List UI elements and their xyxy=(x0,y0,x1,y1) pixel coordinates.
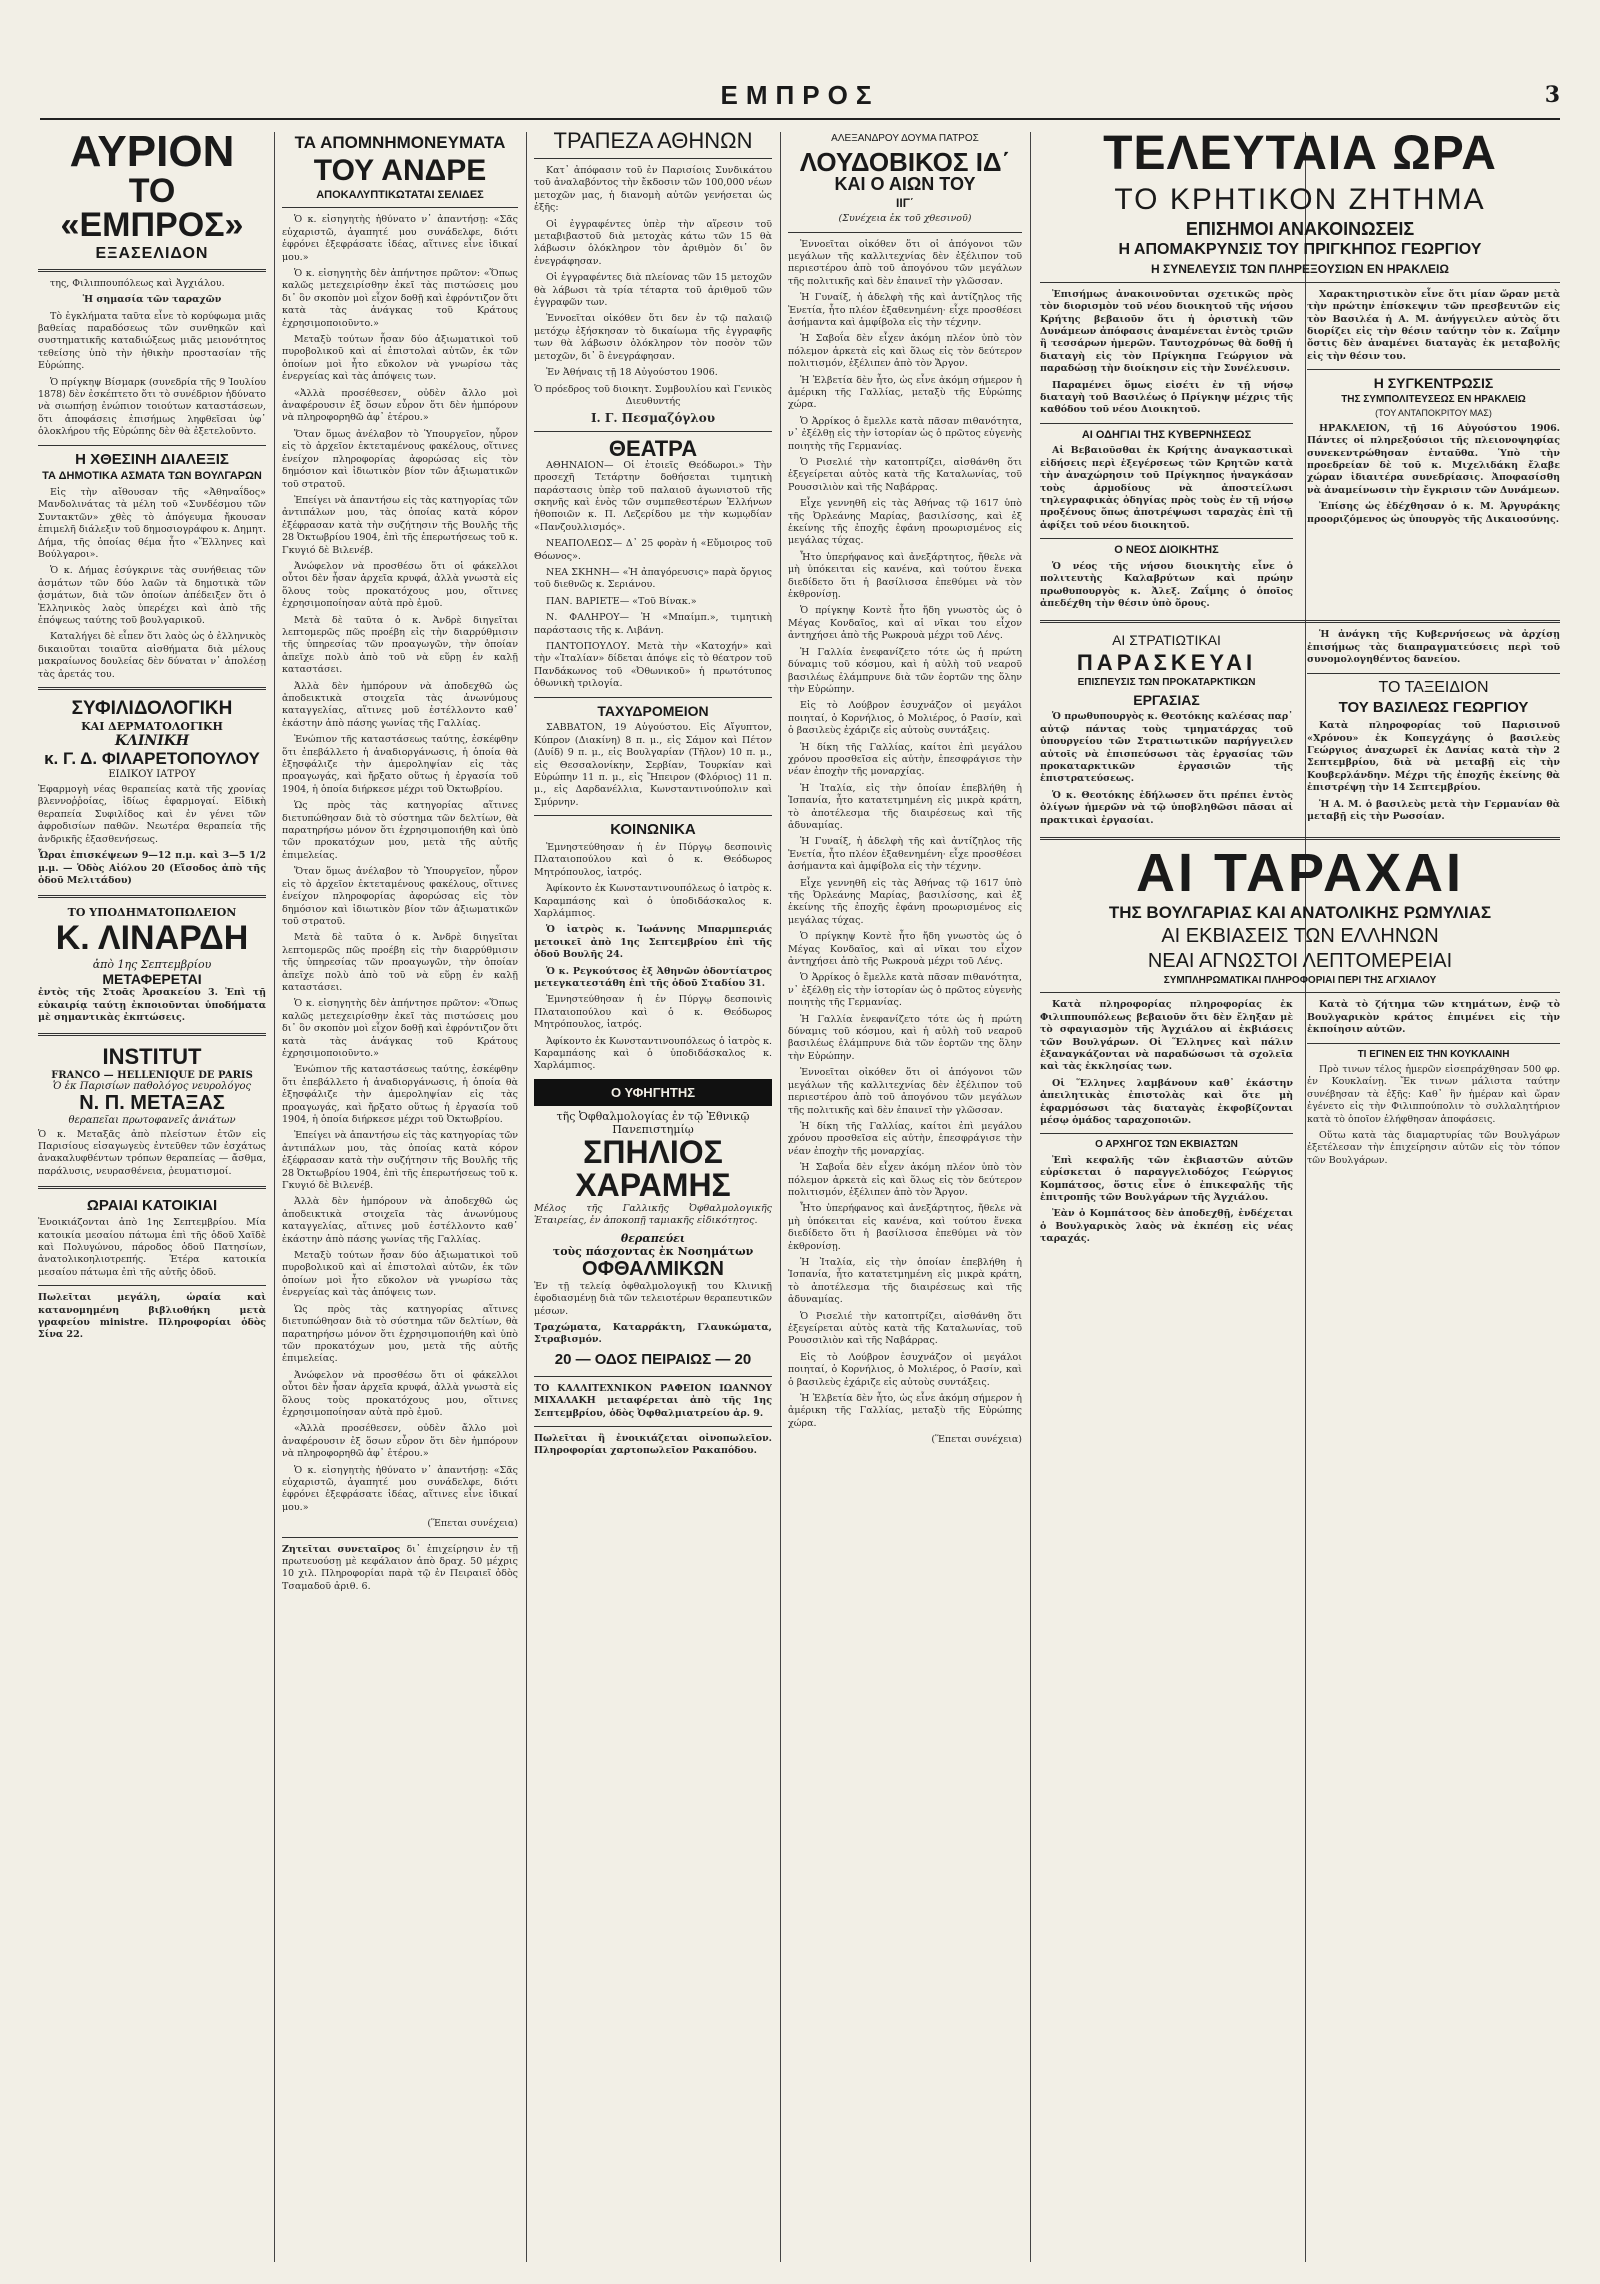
ad-text: Ἐν τῇ τελείᾳ ὀφθαλμολογικῇ του Κλινικῇ ἐφοδιασμένῃ διὰ τῶν τελειοτέρων θεραπευτικῶν μέσων. xyxy=(534,1280,772,1317)
section-subheadline: ΕΡΓΑΣΙΑΣ xyxy=(1133,691,1200,708)
subcolumn-left xyxy=(1040,999,1293,1249)
masthead-rule xyxy=(40,118,1560,120)
article-text: Ὅταν ὅμως ἀνέλαβον τὸ Ὑπουργεῖον, ηὗρον εἰς τὸ ἀρχεῖον ἐκτεταμένους φακέλους, οἵτινες ἐνείχον πληροφορίας ἀφορώσας εἰς τὸν δημόσιον καὶ ἰδιωτικὸν βίον τῶν ἀξιωματικῶν τοῦ στρατοῦ. xyxy=(282,428,518,490)
ad-address: 20 — ΟΔΟΣ ΠΕΙΡΑΙΩΣ — 20 xyxy=(554,1350,752,1368)
ad-role: ΕΙΔΙΚΟΥ ΙΑΤΡΟΥ xyxy=(108,769,196,781)
article-text: Εἶχε γεννηθῆ εἰς τὰς Ἀθήνας τῷ 1617 ὑπὸ τῆς Ὀρλεάνης Μαρίας, βασιλίσσης, καὶ ἐξ ἐκείνης τῆς ἐποχῆς ἐφάνη προωρισμένος εἰς μεγάλας τύχας. xyxy=(788,877,1022,926)
troubles-headline: ΑΙ ΤΑΡΑΧΑΙ xyxy=(1135,842,1464,903)
article-text: Ἦτο ὑπερήφανος καὶ ἀνεξάρτητος, ἤθελε νὰ μὴ ὑπόκειται εἰς κανένα, καὶ τούτου ἕνεκα διεδίδετο ὅτι ἡ βασίλισσα ἐπεθύμει νὰ τὸν ἐκθρονίσῃ. xyxy=(788,551,1022,601)
divider xyxy=(534,1426,772,1427)
divider xyxy=(534,431,772,432)
subcolumn-left xyxy=(1040,289,1293,615)
section-subheadline: ΣΥΜΠΛΗΡΩΜΑΤΙΚΑΙ ΠΛΗΡΟΦΟΡΙΑΙ ΠΕΡΙ ΤΗΣ ΑΓΧΙΑΛΟΥ xyxy=(1163,974,1437,986)
ad-hours: Ὧραι ἐπισκέψεων 9—12 π.μ. καὶ 3—5 1/2 μ.μ. — Ὁδὸς Αἰόλου 20 (Εἴσοδος ἀπὸ τῆς ὁδοῦ Μελιτάδου) xyxy=(38,850,266,886)
divider xyxy=(1040,423,1293,424)
article-text: Χαρακτηριστικὸν εἶνε ὅτι μίαν ὥραν μετὰ τὴν πρώτην ἐπίσκεψιν τῶν πρεσβευτῶν εἰς τὸν Βασιλέα ἡ Α. Μ. ἀνήγγειλεν αὐτὸς ὅτι διορίζει εἰς τὴν θέσιν ταύτην τὸν κ. Ζαΐμην ὅστις δὲν ἀναμένει διαταγὰς ἐκ μεταβολῆς εἰς τὴν θέσιν του. xyxy=(1307,288,1560,362)
article-text: «Ἀλλὰ προσέθεσεν, οὐδὲν ἄλλο μοὶ ἀναφέρουσιν ἐξ ὅσων εὗρον ὅτι δὲν ἠμπόρουν νὰ πληροφορηθῶ ἀφ᾽ ἑτέρου.» xyxy=(282,387,518,424)
article-text: Ἐννοεῖται οἰκόθεν ὅτι οἱ ἀπόγονοι τῶν μεγάλων τῆς καλλιτεχνίας δὲν ἐξέλιπον τοῦ περιεστέρου ἀπὸ τοῦ ἀπογόνου τῶν μεγάλων τῆς πολιτικῆς καὶ δὲν ἐπαινεῖ τὴν γλῶσσαν. xyxy=(788,1067,1022,1116)
article-text: Ὁ κ. Θεοτόκης ἐδήλωσεν ὅτι πρέπει ἐντὸς ὀλίγων ἡμερῶν νὰ τῷ ὑποβληθῶσι πᾶσαι αἱ πρακτικαὶ ἐργασίαι. xyxy=(1040,789,1293,826)
article-text: Πρὸ τινων τέλος ἡμερῶν εἰσεπράχθησαν 500 φρ. ἐν Κουκλαίνῃ. Ἔκ τινων μάλιστα ταύτην συνέβησαν τὰ ἑξῆς: Καθ᾽ ἣν ἡμέραν καὶ ὥραν ἐγένετο εἰς τὴν Φιλιππούπολιν τὸ συλλαλητήριον κατὰ τὸ ὁποῖον ἐλήφθησαν ἀποφάσεις. xyxy=(1307,1064,1560,1125)
article-text: Παραμένει ὅμως εἰσέτι ἐν τῇ νήσῳ διαταγὴ τοῦ Βασιλέως ὁ Πρίγκηψ μέχρις τῆς καθόδου τοῦ νέου Διοικητοῦ. xyxy=(1040,379,1293,416)
lecture-subheadline: ΤΑ ΔΗΜΟΤΙΚΑ ΑΣΜΑΤΑ ΤΩΝ ΒΟΥΛΓΑΡΩΝ xyxy=(42,470,262,483)
divider xyxy=(1040,538,1293,539)
divider xyxy=(1040,1133,1293,1134)
article-text: Ἐννοεῖται οἰκόθεν ὅτι οἱ ἀπόγονοι τῶν μεγάλων τῆς καλλιτεχνίας δὲν ἐξέλιπον τοῦ περιεστέρου ἀπὸ τοῦ ἀπογόνου τῶν μεγάλων τῆς πολιτικῆς καὶ δὲν ἐπαινεῖ τὴν γλῶσσαν. xyxy=(788,238,1022,287)
divider xyxy=(282,207,518,208)
article-text: Ἡ Γυναίξ, ἡ ἀδελφὴ τῆς καὶ ἀντίζηλος τῆς Ἐνετία, ἦτο πλέον ἐξαθενημένη· εἶχε προσθέσει ἀσήμαντα καὶ ἀμφίβολα εἰς τὴν τέχνην. xyxy=(788,292,1022,328)
article-text: ΗΡΑΚΛΕΙΟΝ, τῇ 16 Αὐγούστου 1906. Πάντες οἱ πληρεξούσιοι τῆς πλειονοψηφίας συνεκεντρώθησαν ἐνταῦθα. Ὑπὸ τὴν προεδρείαν δὲ τοῦ κ. Μιχελιδάκη ἔλαβε χώραν ἰδιαιτέρα συνεδρίασις. Ἀποφασίσθη νὰ ἀναμείνωσιν τὴν ἔγκρισιν τῶν Δυνάμεων. xyxy=(1307,422,1560,496)
details-headline: ΝΕΑΙ ΑΓΝΩΣΤΟΙ ΛΕΠΤΟΜΕΡΕΙΑΙ xyxy=(1147,949,1453,972)
ad-subtitle: FRANCO — HELLENIQUE DE PARIS xyxy=(51,1069,253,1081)
residences-advert xyxy=(38,1197,266,1342)
ad-text: Ἐφαρμογὴ νέας θεραπείας κατὰ τῆς χρονίας βλεννοῤῥοίας, ἰδίως ἐφαρμογαί. Εἰδικὴ θεραπεία Συφιλίδος καὶ ἐν γένει τῶν ἀφροδισίων παθῶν. Νεωτέρα θεραπεία τῆς ἀνδρικῆς ἐξασθενήσεως. xyxy=(38,784,266,845)
serial-part: ΙΙΓ΄ xyxy=(896,195,914,210)
ad-title: ΣΥΦΙΛΙΔΟΛΟΓΙΚΗ xyxy=(71,698,233,720)
article-text: Μετὰ δὲ ταῦτα ὁ κ. Ἀνδρὲ διηγεῖται λεπτομερῶς πῶς προέβη εἰς τὴν διαρρύθμισιν τῆς ὑπηρεσίας τῶν προαγωγῶν, τὴν ὁποίαν ἀπεῖχε πολὺ ἀπὸ τοῦ νὰ εὕρῃ ἐν καλῇ καταστάσει. xyxy=(282,614,518,676)
article-text: Κατ᾽ ἀπόφασιν τοῦ ἐν Παρισίοις Συνδικάτου τοῦ ἀναλαβόντος τὴν ἔκδοσιν τῶν 100,000 νέων μετοχῶν μας, ἡ διανομὴ αὐτῶν γενήσεται ὡς ἑξῆς: xyxy=(534,165,772,214)
prince-removal-headline: Η ΑΠΟΜΑΚΡΥΝΣΙΣ ΤΟΥ ΠΡΙΓΚΗΠΟΣ ΓΕΩΡΓΙΟΥ xyxy=(1118,241,1482,259)
subcolumn-left xyxy=(1040,629,1293,831)
ad-text: Ἐνοικιάζονται ἀπὸ 1ης Σεπτεμβρίου. Μία κατοικία μεσαίου πάτωμα ἐπὶ τῆς ὁδοῦ Χαϊδὲ καὶ Πολυγώνου, πάροδος ὁδοῦ Πατησίων, ἀνατολικοηλιοτρεπής. Ἑτέρα κατοικία μεσαίου πάτωμα ἐπὶ τῆς αὐτῆς ὁδοῦ. xyxy=(38,1217,266,1278)
last-hour-headline: ΤΕΛΕΥΤΑΙΑ ΩΡΑ xyxy=(1103,130,1497,180)
ad-subtitle: ΚΛΙΝΙΚΗ xyxy=(114,733,190,750)
article-text: Ἡ Ἑλβετία δὲν ἦτο, ὡς εἶνε ἀκόμη σήμερον ἡ ἀμέρικη τῆς Γαλλίας, μεταξὺ τῆς Εὐρώπης χώρα. xyxy=(788,374,1022,411)
cretan-question-headline: ΤΟ ΚΡΗΤΙΚΟΝ ΖΗΤΗΜΑ xyxy=(1114,183,1486,216)
article-text: Κατὰ πληροφορίας πληροφορίας ἐκ Φιλιππουπόλεως βεβαιοῦν ὅτι δὲν ἔληξαν μὲ τὸ σφαγιασμὸν τῆς Ἀγχιάλου αἱ ἐκβιάσεις τῶν Βουλγάρων. Οἱ Ἕλληνες καὶ πάλιν ἐξαναγκάζονται νὰ παραδώσωσι τὰ σχολεῖα καὶ τὰς ἐκκλησίας των. xyxy=(1040,999,1293,1073)
article-text: Ἐπείγει νὰ ἀπαντήσω εἰς τὰς κατηγορίας τῶν ἀντιπάλων μου, τὰς ὁποίας κατὰ κόρον ἐξέφρασαν κατὰ τὴν συζήτησιν τῆς Βουλῆς τῆς 28 Ὀκτωβρίου 1904, ἐπὶ τῆς ἐπερωτήσεως τοῦ κ. Γκυγιό δὲ Βιλενέβ. xyxy=(282,494,518,556)
article-text: Ὁ κ. εἰσηγητὴς δὲν ἀπήντησε πρῶτον: «Ὅπως καλῶς μετεχειρίσθην ἐκεῖ τὰς πιστώσεις μου δι᾽ ὃν σκοπὸν μοὶ εἶχον δοθῇ καὶ ἐφρόντιζον ὅτι κατὰ τὰς ἀνάγκας τοῦ Κράτους ἐχρησιμοποιοῦντο.» xyxy=(282,998,518,1059)
divider xyxy=(38,1033,266,1036)
ad-text: ΤΟ ΚΑΛΛΙΤΕΧΝΙΚΟΝ ΡΑΦΕΙΟΝ ΙΩΑΝΝΟΥ ΜΙΧΑΛΑΚΗ μεταφέρεται ἀπὸ τῆς 1ης Σεπτεμβρίου, ὁδὸς Ὀφθαλμιατρείου ἀρ. 9. xyxy=(534,1382,772,1419)
journey-headline: ΤΟ ΤΑΞΕΙΔΙΟΝ xyxy=(1378,678,1489,696)
article-text: Κατὰ πληροφορίας τοῦ Παρισινοῦ «Χρόνου» ἐκ Κοπεγχάγης ὁ βασιλεὺς Γεώργιος ἀναχωρεῖ ἐκ Δανίας κατὰ τὴν 2 Σεπτεμβρίου, διὰ νὰ μεταβῇ εἰς τὴν Κουβερλάνδην. Μέχρι τῆς ἐποχῆς ἐκείνης θὰ ἐπιστρέψῃ τὴν 14 Σεπτεμβρίου. xyxy=(1307,720,1560,794)
two-column-block xyxy=(1040,629,1560,831)
article-text: Ἡ δίκη τῆς Γαλλίας, καίτοι ἐπὶ μεγάλου χρόνου προσθεῖσα εἰς αὐτὴν, ἐπεσφράγισε τὴν νέαν ἐποχὴν τῆς μοναρχίας. xyxy=(788,1120,1022,1157)
column-4 xyxy=(788,130,1022,2270)
article-text: Ἡ Σαβοΐα δὲν εἶχεν ἀκόμη πλέον ὑπὸ τὸν πόλεμον ἀρκετὰ εἰς καὶ ὅλως εἰς τὸν δεύτερον πολιτισμόν, ἐξέλιπεν ἀπὸ τὸν Ἄργον. xyxy=(788,333,1022,370)
ad-specialty: ΟΦΘΑΛΜΙΚΩΝ xyxy=(582,1257,724,1280)
institute-advert xyxy=(38,1044,266,1179)
divider xyxy=(1040,620,1560,623)
article-text: Ὁ κ. εἰσηγητὴς ἠθύνατο ν᾽ ἀπαντήσῃ: «Σᾶς εὐχαριστῶ, ἀγαπητέ μου συνάδελφε, διότι ἐφρόνει ἐξεφράσατε ἰδέας, αἵτινες εἶνε ἰδικαί μου.» xyxy=(282,214,518,263)
section-subheadline: ΕΠΙΣΠΕΥΣΙΣ ΤΩΝ ΠΡΟΚΑΤΑΡΚΤΙΚΩΝ xyxy=(1077,677,1256,689)
article-text: Ἡ Γαλλία ἐνεφανίζετο τότε ὡς ἡ πρώτη δύναμις τοῦ κόσμου, καὶ ἡ αὐλὴ τοῦ νεαροῦ βασιλέως ἐλάμπρυνε διὰ τῶν ἑορτῶν της ὅλην τὴν Εὐρώπην. xyxy=(788,1013,1022,1062)
ad-title: Ζητεῖται συνεταῖρος xyxy=(282,1543,401,1555)
article-text: της, Φιλιππουπόλεως καὶ Ἀγχιάλου. xyxy=(50,277,225,289)
divider xyxy=(38,895,266,898)
shoe-shop-advert xyxy=(38,906,266,1024)
article-text: Ἡ Γαλλία ἐνεφανίζετο τότε ὡς ἡ πρώτη δύναμις τοῦ κόσμου, καὶ ἡ αὐλὴ τοῦ νεαροῦ βασιλέως ἐλάμπρυνε διὰ τῶν ἑορτῶν της ὅλην τὴν Εὐρώπην. xyxy=(788,646,1022,695)
section-headline: ΤΙ ΕΓΙΝΕΝ ΕΙΣ ΤΗΝ ΚΟΥΚΛΑΙΝΗ xyxy=(1357,1048,1510,1060)
article-text: Ὁ Ἀρρίκος ὁ ἔμελλε κατὰ πᾶσαν πιθανότητα, ν᾽ ἐξέλθῃ εἰς τὴν ἱστορίαν ὡς ὁ πρῶτος εὐγενὴς ποιητὴς τῆς Γερμανίας. xyxy=(788,415,1022,452)
continued-note: (Συνέχεια ἐκ τοῦ χθεσινοῦ) xyxy=(838,213,972,225)
article-text: Ἐνώπιον τῆς καταστάσεως ταύτης, ἐσκέφθην ὅτι ἐπεβάλλετο ἡ ἀναδιοργάνωσις, ἡ ὁποία θὰ ἐξησφάλιζε τὴν ἀμεροληψίαν εἰς τὰς προαγωγάς, καὶ ἤρξατο οὕτως ἡ ἐργασία τοῦ 1904, ἡ ὁποία διήρκεσε μέχρι τοῦ Ὀκτωβρίου. xyxy=(282,734,518,795)
andre-headline: ΤΟΥ ΑΝΔΡΕ xyxy=(313,153,487,187)
military-headline: ΑΙ ΣΤΡΑΤΙΩΤΙΚΑΙ xyxy=(1112,632,1221,649)
theatre-listing: ΑΘΗΝΑΙΟΝ— Οἱ ἐτοιεῖς Θεόδωροι.» Τὴν προσεχῆ Τετάρτην δοθήσεται τιμητικὴ παράστασις ὑπὲρ τοῦ παλαιοῦ ἀγωνιστοῦ τῆς σκηνῆς καὶ ἑνὸς τῶν συμπεθεστέρων Ἑλλήνων ἠθοποιῶν κ. Π. Λεζερίδου με τὴν κωμῳδίαν «Πανζουλλισμός». xyxy=(534,459,772,533)
memoirs-headline: ΤΑ ΑΠΟΜΝΗΜΟΝΕΥΜΑΤΑ xyxy=(294,133,506,152)
article-text: Οὕτω κατὰ τὰς διαμαρτυρίας τῶν Βουλγάρων ἐξετέλεσαν τὴν ἐπιχείρησιν αὐτῶν εἰς τὸν τόπον τῶν Βουλγάρων. xyxy=(1307,1130,1560,1166)
newspaper-title: ΕΜΠΡΟΣ xyxy=(720,80,880,110)
post-office-headline: ΤΑΧΥΔΡΟΜΕΙΟΝ xyxy=(597,702,709,719)
article-text: Ἡ Σαβοΐα δὲν εἶχεν ἀκόμη πλέον ὑπὸ τὸν πόλεμον ἀρκετὰ εἰς καὶ ὅλως εἰς τὸν δεύτερον πολιτισμόν, ἐξέλιπεν ἀπὸ τὸν Ἄργον. xyxy=(788,1162,1022,1198)
article-text: Ὅταν ὅμως ἀνέλαβον τὸ Ὑπουργεῖον, ηὗρον εἰς τὸ ἀρχεῖον ἐκτεταμένους φακέλους, οἵτινες ἐνείχον πληροφορίας ἀφορώσας εἰς τὸν δημόσιον καὶ ἰδιωτικὸν βίον τῶν ἀξιωματικῶν τοῦ στρατοῦ. xyxy=(282,866,518,927)
divider xyxy=(534,815,772,816)
article-text: Κατὰ τὸ ζήτημα τῶν κτημάτων, ἐνῷ τὸ Βουλγαρικὸν κράτος ἐπιμένει εἰς τὴν ἐκποίησιν αὐτῶν. xyxy=(1307,999,1560,1036)
memoirs-subheadline: ΑΠΟΚΑΛΥΠΤΙΚΩΤΑΤΑΙ ΣΕΛΙΔΕΣ xyxy=(316,188,484,201)
subcolumn-right xyxy=(1307,999,1560,1249)
article-text: Καταλήγει δὲ εἶπεν ὅτι λαὸς ὡς ὁ ἑλληνικὸς δικαιοῦται τοιαῦτα αἰσθήματα διὰ μέλους μακραίωνος δουλείας δὲν δύναται ν᾽ ἀπολέσῃ τὰς ἀρετάς του. xyxy=(38,631,266,680)
article-text: Ἐπείγει νὰ ἀπαντήσω εἰς τὰς κατηγορίας τῶν ἀντιπάλων μου, τὰς ὁποίας κατὰ κόρον ἐξέφρασαν κατὰ τὴν συζήτησιν τῆς Βουλῆς τῆς 28 Ὀκτωβρίου 1904, ἐπὶ τῆς ἐπερωτήσεως τοῦ κ. Γκυγιό δὲ Βιλενέβ. xyxy=(282,1130,518,1192)
continued-note: (Ἕπεται συνέχεια) xyxy=(427,1518,518,1530)
ad-subtitle: ΚΑΙ ΔΕΡΜΑΤΟΛΟΓΙΚΗ xyxy=(81,720,223,734)
continued-note: (Ἕπεται συνέχεια) xyxy=(931,1434,1022,1446)
theatre-listing: ΝΕΑΠΟΛΕΩΣ— Δ᾽ 25 φορὰν ἡ «Εὔμοιρος τοῦ Θόωνος». xyxy=(534,538,772,562)
article-text: Ἦτο ὑπερήφανος καὶ ἀνεξάρτητος, ἤθελε νὰ μὴ ὑπόκειται εἰς κανένα, καὶ τούτου ἕνεκα διεδίδετο ὅτι ἡ βασίλισσα ἐπεθύμει νὰ τὸν ἐκθρονίσῃ. xyxy=(788,1203,1022,1252)
society-news: Ὁ ἰατρὸς κ. Ἰωάννης Μπαρμπεριάς μετοικεῖ ἀπὸ 1ης Σεπτεμβρίου ἐπὶ τῆς ὁδοῦ Βουλῆς 24. xyxy=(534,924,772,961)
article-text: Ἡ Ἰταλία, εἰς τὴν ὁποίαν ἐπεβλήθη ἡ Ἱσπανία, ἦτο κατατετμημένη εἰς μικρὰ κράτη, τὸ ἀποτέλεσμα τῆς διαιρέσεως καὶ τῆς ἀδυναμίας. xyxy=(788,782,1022,831)
masthead xyxy=(40,80,1560,120)
ad-text: Μέλος τῆς Γαλλικῆς Ὀφθαλμολογικῆς Ἑταιρείας, ἐν ἀποκοπῇ ταμιακῆς εἰδικότητος. xyxy=(534,1203,772,1227)
theatre-listing: ΠΑΝΤΟΠΟΥΛΟΥ. Μετὰ τὴν «Κατοχήν» καὶ τὴν «Ἰταλίαν» δίδεται ἀπόψε εἰς τὸ θέατρον τοῦ Πανδάκωνος τοῦ «Ὀθωνικοῦ» ἡ πρωτότυπος ὀθωνικὴ τριλογία. xyxy=(534,641,772,690)
article-text: Ἐὰν ὁ Κομπάτσος δὲν ἀποδεχθῇ, ἐνδέχεται ὁ Βουλγαρικὸς λαὸς νὰ ἐκπέσῃ εἰς νέας ταραχάς. xyxy=(1040,1208,1293,1245)
correspondent-note: (ΤΟΥ ΑΝΤΑΠΟΚΡΙΤΟΥ ΜΑΣ) xyxy=(1375,408,1492,419)
ad-doctor-name: ΣΠΗΛΙΟΣ ΧΑΡΑΜΗΣ xyxy=(575,1133,731,1204)
ophthalmologist-advert xyxy=(534,1110,772,1368)
article-text: Ἀνώφελον νὰ προσθέσω ὅτι οἱ φάκελλοι οὗτοι δὲν ἦσαν ἀρχεῖα κρυφά, ἀλλὰ γνωστὰ εἰς ὅλους τοὺς προκατόχους μου, οἵτινες ἐχρησιμοποίησαν αὐτὰ πρὸ ἐμοῦ. xyxy=(282,560,518,610)
journey-subheadline: ΤΟΥ ΒΑΣΙΛΕΩΣ ΓΕΩΡΓΙΟΥ xyxy=(1338,699,1529,717)
dateline: Ἐν Ἀθήναις τῇ 18 Αὐγούστου 1906. xyxy=(546,367,718,379)
ad-doctor-name: Ν. Π. ΜΕΤΑΞΑΣ xyxy=(79,1091,225,1114)
article-text: Ὁ πρωθυπουργὸς κ. Θεοτόκης καλέσας παρ᾽ αὐτῷ πάντας τοὺς τμηματάρχας τοῦ ὑπουργείου τῶν Στρατιωτικῶν παρήγγειλεν αὐτοῖς νὰ ἐπισπεύσωσι τὰς ἐργασίας τῶν προκαταρκτικῶν ἐργασιῶν τῆς ἐπιστρατεύσεως. xyxy=(1040,711,1293,785)
column-5 xyxy=(1040,130,1560,2270)
divider xyxy=(534,1376,772,1377)
article-text: Ὁ Ρισελιέ τὴν κατοπτρίζει, αἰσθάνθη ὅτι ἐξεγείρεται αὐτὸς κατὰ τῆς Καταλωνίας, τοῦ Ρουσσιλιὸν καὶ τῆς Ναβάρρας. xyxy=(788,1310,1022,1347)
ad-date: ἀπὸ 1ης Σεπτεμβρίου xyxy=(92,958,212,972)
subcolumn-right xyxy=(1307,289,1560,615)
article-text: Εἰς τὴν αἴθουσαν τῆς «Ἀθηναΐδος» Μανδολινάτας τὰ μέλη τοῦ «Συνδέσμου τῶν Συντακτῶν» χθὲς τὸ ἀπόγευμα ἤκουσαν ἐπιμελῆ διάλεξιν τοῦ δημοσιογράφου κ. Δημητ. Δήμα, τῆς ὁποίας θέμα ἦτο «Ἕλληνες καὶ Βούλγαροι». xyxy=(38,486,266,560)
article-text: Ἡ δίκη τῆς Γαλλίας, καίτοι ἐπὶ μεγάλου χρόνου προσθεῖσα εἰς αὐτὴν, ἐπεσφράγισε τὴν νέαν ἐποχὴν τῆς μοναρχίας. xyxy=(788,741,1022,778)
article-text: Μεταξὺ τούτων ἦσαν δύο ἀξιωματικοὶ τοῦ πυροβολικοῦ καὶ αἱ ἐπιστολαὶ αὐτῶν, ἐκ τῶν ὁποίων μοὶ ἦτο εὔκολον νὰ γνωρίσω τὰς ἐνεργείας καὶ τὰς ἀπόψεις των. xyxy=(282,1250,518,1299)
society-news: Ἐμνηστεύθησαν ἡ ἐν Πύργῳ δεσποινὶς Πλαταιοπούλου καὶ ὁ κ. Θεόδωρος Μητρόπουλος, ἰατρός. xyxy=(534,841,772,878)
article-text: Εἰς τὸ Λούβρον ἐσυχνάζον οἱ μεγάλοι ποιηταί, ὁ Κορνήλιος, ὁ Μολιέρος, ὁ Ρασίν, καὶ ὁ βασιλεὺς ἐχάριζε εἰς αὐτοὺς συντάξεις. xyxy=(788,700,1022,737)
column-divider xyxy=(274,132,275,2262)
column-divider xyxy=(526,132,527,2262)
divider xyxy=(1040,837,1560,840)
preparations-headline: ΠΑΡΑΣΚΕΥΑΙ xyxy=(1076,650,1257,676)
ad-title: INSTITUT xyxy=(102,1043,202,1069)
article-text: «Ἀλλὰ προσέθεσεν, οὐδὲν ἄλλο μοὶ ἀναφέρουσιν ἐξ ὅσων εὗρον ὅτι δὲν ἠμπόρουν νὰ πληροφορηθῶ ἀφ᾽ ἑτέρου.» xyxy=(282,1423,518,1460)
article-text: Ὁ κ. εἰσηγητὴς ἠθύνατο ν᾽ ἀπαντήσῃ: «Σᾶς εὐχαριστῶ, ἀγαπητέ μου συνάδελφε, διότι ἐφρόνει ἐξεφράσατε ἰδέας, αἵτινες εἶνε ἰδικαί μου.» xyxy=(282,1464,518,1513)
article-text: Ὡς πρὸς τὰς κατηγορίας αἵτινες διετυπώθησαν διὰ τὸ σύστημα τῶν δελτίων, θὰ παρατηρήσω μόνον ὅτι ἐχρησιμοποιήθη καὶ ὑπὸ τῶν προκατόχων μου, μετὰ τῆς αὐτῆς ἐπιμελείας. xyxy=(282,1303,518,1365)
embros-headline: ΤΟ «ΕΜΠΡΟΣ» xyxy=(60,172,244,244)
ad-title: ΩΡΑΙΑΙ ΚΑΤΟΙΚΙΑΙ xyxy=(86,1197,218,1215)
divider xyxy=(1307,369,1560,370)
article-text: Ἡ Α. Μ. ὁ βασιλεὺς μετὰ τὴν Γερμανίαν θὰ μεταβῇ εἰς τὴν Ρωσσίαν. xyxy=(1307,798,1560,823)
ad-title: ΤΟ ΥΠΟΔΗΜΑΤΟΠΩΛΕΙΟΝ xyxy=(67,906,237,920)
section-headline: Ο ΑΡΧΗΓΟΣ ΤΩΝ ΕΚΒΙΑΣΤΩΝ xyxy=(1095,1139,1238,1151)
subheading: Ἡ σημασία τῶν ταραχῶν xyxy=(82,294,222,306)
lecture-headline: Η ΧΘΕΣΙΝΗ ΔΙΑΛΕΞΙΣ xyxy=(75,450,229,468)
divider xyxy=(38,269,266,272)
divider xyxy=(38,687,266,690)
article-text: Ἡ Γυναίξ, ἡ ἀδελφὴ τῆς καὶ ἀντίζηλος τῆς Ἐνετία, ἦτο πλέον ἐξαθενημένη· εἶχε προσθέσει ἀσήμαντα καὶ ἀμφίβολα εἰς τὴν τέχνην. xyxy=(788,836,1022,873)
society-news: Ὁ κ. Ρεγκούτσος ἐξ Ἀθηνῶν ὀδοντίατρος μετεγκατεστάθη ἐπὶ τῆς ὁδοῦ Σταδίου 31. xyxy=(534,965,772,989)
ad-moving: ΜΕΤΑΦΕΡΕΤΑΙ xyxy=(102,971,202,988)
serial-author: ΑΛΕΞΑΝΔΡΟΥ ΔΟΥΜΑ ΠΑΤΡΟΣ xyxy=(831,133,979,144)
article-text: Οἱ ἐγγραφέντες ὑπὲρ τὴν αἵρεσιν τοῦ μεταβιβαστοῦ διὰ μετοχὰς κάτω τῶν 15 θὰ λάβωσιν ὁλόκληρον τὸν ἀριθμὸν δι᾽ ὃν ἐνεγράφησαν. xyxy=(534,218,772,267)
ad-black-banner xyxy=(534,1079,772,1106)
section-subheadline: ΤΗΣ ΣΥΜΠΟΛΙΤΕΥΣΕΩΣ ΕΝ ΗΡΑΚΛΕΙΩ xyxy=(1341,393,1526,405)
divider xyxy=(38,1285,266,1286)
ad-text: τοὺς πάσχοντας ἐκ Νοσημάτων xyxy=(552,1244,754,1258)
article-text: Οἱ Ἕλληνες λαμβάνουν καθ᾽ ἑκάστην ἀπειλητικὰς ἐπιστολὰς καὶ ὅτε μὴ ἐφαρμόσωσι τὰς διαταγὰς ἐκφοβίζονται μέσῳ ὁμάδος ταραχοποιῶν. xyxy=(1040,1077,1293,1126)
column-divider xyxy=(780,132,781,2262)
divider xyxy=(1307,673,1560,674)
article-text: Ἡ Ἑλβετία δὲν ἦτο, ὡς εἶνε ἀκόμη σήμερον ἡ ἀμέρικη τῆς Γαλλίας, μεταξὺ τῆς Εὐρώπης χώρα. xyxy=(788,1393,1022,1429)
serial-subheadline: ΚΑΙ Ο ΑΙΩΝ ΤΟΥ xyxy=(834,173,976,194)
subcolumn-right xyxy=(1307,629,1560,831)
assembly-headline: Η ΣΥΝΕΛΕΥΣΙΣ ΤΩΝ ΠΛΗΡΕΞΟΥΣΙΩΝ ΕΝ ΗΡΑΚΛΕΙΩ xyxy=(1151,262,1449,277)
clinic-advert xyxy=(38,698,266,887)
article-text: Ἡ Ἰταλία, εἰς τὴν ὁποίαν ἐπεβλήθη ἡ Ἱσπανία, ἦτο κατατετμημένη εἰς μικρὰ κράτη, τὸ ἀποτέλεσμα τῆς διαιρέσεως καὶ τῆς ἀδυναμίας. xyxy=(788,1256,1022,1306)
ad-text: δι᾽ ἐπιχείρησιν ἐν τῇ πρωτευούσῃ μὲ κεφάλαιον ἀπὸ δραχ. 50 μέχρις 10 χιλ. Πληροφορίαι παρὰ τῷ ἐν Πειραιεῖ ὁδὸς Τσαμαδοῦ ἀριθ. 6. xyxy=(282,1543,518,1592)
section-headline: Η ΣΥΓΚΕΝΤΡΩΣΙΣ xyxy=(1373,375,1494,392)
signature-title: Ὁ πρόεδρος τοῦ διοικητ. Συμβουλίου καὶ Γενικὸς Διευθυντής xyxy=(534,383,772,407)
society-news: Ἀφίκοντο ἐκ Κωνσταντινουπόλεως ὁ ἰατρὸς κ. Καραμπάσης καὶ ὁ ὑποδιδάσκαλος κ. Χαρλάμπιος. xyxy=(534,1035,772,1072)
two-column-block xyxy=(1040,999,1560,1249)
article-text: Ἐννοεῖται οἰκόθεν ὅτι δεν ἐν τῷ παλαιῷ μετόχῳ ἐξήσκησαν τὸ δικαίωμα τῆς ἐγγραφῆς των θὰ λάβωσιν ὁλόκληρον τὸν ποσὸν τῶν μετοχῶν, δι᾽ ὃ ἐνεγράφησαν. xyxy=(534,313,772,362)
serial-headline: ΛΟΥΔΟΒΙΚΟΣ ΙΔ΄ xyxy=(799,146,1011,177)
ad-subtitle: τῆς Ὀφθαλμολογίας ἐν τῷ Ἐθνικῷ Πανεπιστημίῳ xyxy=(556,1109,750,1136)
divider xyxy=(282,1537,518,1538)
ad-text: Πωλεῖται ἢ ἐνοικιάζεται οἰνοπωλεῖον. Πληροφορίαι χαρτοπωλεῖον Ρακαπόδου. xyxy=(534,1433,772,1457)
article-text: Οἱ ἐγγραφέντες διὰ πλείονας τῶν 15 μετοχῶν θὰ λάβωσι τὰ τρία τέταρτα τοῦ ἀριθμοῦ τῶν ἐγγραφῶν των. xyxy=(534,272,772,309)
divider xyxy=(788,232,1022,233)
section-headline: Ο ΝΕΟΣ ΔΙΟΙΚΗΤΗΣ xyxy=(1114,544,1219,557)
article-text: Ἀλλὰ δὲν ἠμπόρουν νὰ ἀποδεχθῶ ὡς ἀποδεικτικὰ στοιχεῖα τὰς ἀνωνύμους καταγγελίας, αἵτινες μοῦ ἐστέλλοντο καθ᾽ ἑκάστην ἀπὸ πάσης γωνίας τῆς Γαλλίας. xyxy=(282,1196,518,1245)
article-text: Ἐπὶ κεφαλῆς τῶν ἐκβιαστῶν αὐτῶν εὑρίσκεται ὁ παραγγελιοδόχος Γεώργιος Κομπάτσος, ὅστις εἶνε ὁ ἐπικεφαλῆς τῆς ἐπιτροπῆς τῶν Βουλγάρων τῆς Ἀγχιάλου. xyxy=(1040,1154,1293,1204)
article-text: Τὸ ἐγκλήματα ταῦτα εἶνε τὸ κορύφωμα μιᾶς βαθείας παραδόσεως τῶν συνθηκῶν καὶ συστηματικῆς καταδιώξεως μιᾶς μειονότητος τεθείσης ὑπὸ τὴν ἠθικὴν προστασίαν τῆς Εὐρώπης. xyxy=(38,310,266,372)
article-text: Ἐπισήμως ἀνακοινοῦνται σχετικῶς πρὸς τὸν διορισμὸν τοῦ νέου διοικητοῦ τῆς νήσου Κρήτης βεβαιοῦν ὅτι ἡ ὁριστικὴ τῶν Δυνάμεων ἀπόφασις ἀναμένεται ἐντὸς τριῶν ἢ τεσσάρων ἡμερῶν. Ταυτοχρόνως θὰ δοθῇ ἡ διαταγὴ εἰς τὸν Πρίγκηπα Γεώργιον νὰ παραδώσῃ τὴν διοίκησιν εἰς τὴν Συνέλευσιν. xyxy=(1040,288,1293,375)
article-text: Μετὰ δὲ ταῦτα ὁ κ. Ἀνδρὲ διηγεῖται λεπτομερῶς πῶς προέβη εἰς τὴν διαρρύθμισιν τῆς ὑπηρεσίας τῶν προαγωγῶν, τὴν ὁποίαν ἀπεῖχε πολὺ ἀπὸ τοῦ νὰ εὕρῃ ἐν καλῇ καταστάσει. xyxy=(282,932,518,993)
ad-text: Πωλεῖται μεγάλη, ὡραία καὶ κατανομημένη βιβλιοθήκη μετὰ γραφείου ministre. Πληροφορίαι ὁδὸς Σίνα 22. xyxy=(38,1292,266,1341)
post-office-text: ΣΑΒΒΑΤΟΝ, 19 Αὐγούστου. Εἰς Αἴγυπτον, Κύπρον (Διακίνη) 8 π. μ., εἰς Σάμον καὶ Πέτον (Δυίδ) 9 π. μ., εἰς Βουλγαρίαν (Τῆλον) 10 π. μ., εἰς Θεσσαλονίκην, Σερβίαν, Τουρκίαν καὶ Εὐρώπην 11 π. μ., εἰς Ἤπειρον (Φλόριος) 11 π. μ., εἰς Δαρδανέλλια, Κωνσταντινούπολιν καὶ Σμύρνην. xyxy=(534,722,772,808)
article-text: Αἱ Βεβαιοῦσθαι ἐκ Κρήτης ἀναγκαστικαὶ εἰδήσεις περὶ ἐξεγέρσεως τῶν Κρητῶν κατὰ τὴν ἀναχώρησιν τοῦ Πρίγκηπος ἠναγκάσαν τοὺς ἁρμοδίους νὰ ἀποστείλωσι τηλεγραφικὰς ὁδηγίας πρὸς τοὺς ἐν τῇ νήσῳ προξένους ὅπως ἀποτρέψωσι ταραχὰς ἐπὶ τῇ ἀφίξει τοῦ νέου διοικητοῦ. xyxy=(1040,445,1293,531)
theatre-listing: ΠΑΝ. ΒΑΡΙΕΤΕ— «Τοῦ Βίνακ.» xyxy=(546,595,697,607)
divider xyxy=(38,1186,266,1189)
society-news: Ἐμνηστεύθησαν ἡ ἐν Πύργῳ δεσποινὶς Πλαταιοπούλου καὶ ὁ κ. Θεόδωρος Μητρόπουλος, ἰατρός. xyxy=(534,994,772,1031)
article-text: Ὁ κ. Δήμας ἐσύγκρινε τὰς συνήθειας τῶν ἀσμάτων τῶν δύο λαῶν τὰ δημοτικὰ τῶν ᾀσμάτων, διὰ τῶν ὁποίων ἀπέδειξεν ὅτι ὁ Ἑλληνικὸς λαὸς ὑπερέχει καὶ ἀπὸ τῆς ἐπόψεως ταύτης τοῦ βουλγαρικοῦ. xyxy=(38,565,266,627)
ad-banner-text: Ο ΥΦΗΓΗΤΗΣ xyxy=(610,1084,696,1100)
ad-doctor-name: κ. Γ. Δ. ΦΙΛΑΡΕΤΟΠΟΥΛΟΥ xyxy=(44,749,260,769)
section-headline: ΑΙ ΟΔΗΓΙΑΙ ΤΗΣ ΚΥΒΕΡΝΗΣΕΩΣ xyxy=(1081,428,1252,441)
divider xyxy=(1307,1043,1560,1044)
extortion-headline: ΑΙ ΕΚΒΙΑΣΕΙΣ ΤΩΝ ΕΛΛΗΝΩΝ xyxy=(1161,924,1439,947)
ad-text: ἐντὸς τῆς Στοᾶς Ἀρσακείου 3. Ἐπὶ τῇ εὐκαιρίᾳ ταύτῃ ἐκποιοῦνται ὑποδήματα μὲ σημαντικὰς ἐκπτώσεις. xyxy=(38,987,266,1024)
theatre-listing: Ν. ΦΑΛΗΡΟΥ— Ἡ «Μπαίμπ.», τιμητικὴ παράστασις τῆς κ. Λιβάνη. xyxy=(534,612,772,636)
divider xyxy=(534,158,772,159)
bank-headline: ΤΡΑΠΕΖΑ ΑΘΗΝΩΝ xyxy=(553,130,753,153)
signature-name: Ι. Γ. Πεσμαζόγλου xyxy=(590,411,716,426)
ad-text: Τραχώματα, Καταρράκτη, Γλαυκώματα, Στραβισμόν. xyxy=(534,1322,772,1346)
ad-role: θεραπεῖαι πρωτοφανεῖς ἀνιάτων xyxy=(68,1114,236,1126)
article-text: Ὁ κ. εἰσηγητὴς δὲν ἀπήντησε πρῶτον: «Ὅπως καλῶς μετεχειρίσθην ἐκεῖ τὰς πιστώσεις μου δι᾽ ὃν σκοπὸν μοὶ εἶχον δοθῇ καὶ ἐφρόντιζον ὅτι κατὰ τὰς ἀνάγκας τοῦ Κράτους ἐχρησιμοποιοῦντο.» xyxy=(282,268,518,329)
tomorrow-headline: ΑΥΡΙΟΝ xyxy=(69,130,235,176)
article-text: Ἀνώφελον νὰ προσθέσω ὅτι οἱ φάκελλοι οὗτοι δὲν ἦσαν ἀρχεῖα κρυφά, ἀλλὰ γνωστὰ εἰς ὅλους τοὺς προκατόχους μου, οἵτινες ἐχρησιμοποίησαν αὐτὰ πρὸ ἐμοῦ. xyxy=(282,1369,518,1418)
ad-text: θεραπεύει xyxy=(620,1231,686,1245)
ad-text: Ὁ κ. Μεταξᾶς ἀπὸ πλείστων ἐτῶν εἰς Παρισίους εἰσαγωγεὺς ἐντεῦθεν τῶν ἐσχάτως ἀνακαλυφθέντων τρόπων θεραπείας — ἄσθμα, παράλυσις, νευρασθένεια, ῥευματισμοί. xyxy=(38,1128,266,1177)
ad-text: Ὁ ἐκ Παρισίων παθολόγος νευρολόγος xyxy=(52,1080,252,1092)
article-text: Ὁ νέος τῆς νήσου διοικητὴς εἶνε ὁ πολιτευτὴς Καλαβρύτων καὶ πρώην πρωθυπουργὸς κ. Ἀλεξ. Ζαΐμης ὁ ὁποῖος ἀπεδέχθη τὴν θέσιν ὑπὸ ὅρους. xyxy=(1040,560,1293,609)
article-text: Ἐπίσης ὡς ἐδέχθησαν ὁ κ. Μ. Ἀργυράκης προοριζόμενος ὡς ὑπουργὸς τῆς Δικαιοσύνης. xyxy=(1307,501,1560,525)
society-news: Ἀφίκοντο ἐκ Κωνσταντινουπόλεως ὁ ἰατρὸς κ. Καραμπάσης καὶ ὁ ὑποδιδάσκαλος κ. Χαρλάμπιος. xyxy=(534,883,772,919)
divider xyxy=(1040,992,1560,993)
divider xyxy=(38,445,266,446)
theatres-headline: ΘΕΑΤΡΑ xyxy=(608,435,698,461)
article-text: Ὁ πρίγκηψ Βίσμαρκ (συνεδρία τῆς 9 Ἰουλίου 1878) δὲν ἐσκέπτετο ὅτι τὸ συνέδριον ἠδύνατο νὰ σιωπήσῃ ἐνώπιον τοιούτων καταστάσεων, ὅτι ἀποφάσεις ἐπισήμως ληφθεῖσαι ὑφ᾽ ὁλοκλήρου τῆς Εὐρώπης δὲν θὰ ἐξετελοῦντο. xyxy=(38,376,266,438)
article-text: Ὁ πρίγκηψ Κοντὲ ἦτο ἤδη γνωστὸς ὡς ὁ Μέγας Κονδαῖος, καὶ αἱ νῖκαι του εἶχον ἀντηχήσει ἀπὸ τῆς Ρωκρουὰ μέχρι τοῦ Λένς. xyxy=(788,931,1022,968)
two-column-block xyxy=(1040,289,1560,615)
column-1 xyxy=(38,130,266,2270)
six-pages-headline: ΕΞΑΣΕΛΙΔΟΝ xyxy=(95,245,209,262)
article-text: Εἰς τὸ Λούβρον ἐσυχνάζον οἱ μεγάλοι ποιηταί, ὁ Κορνήλιος, ὁ Μολιέρος, ὁ Ρασίν, καὶ ὁ βασιλεὺς ἐχάριζε εἰς αὐτοὺς συντάξεις. xyxy=(788,1351,1022,1388)
ad-shop-name: Κ. ΛΙΝΑΡΔΗ xyxy=(55,919,249,958)
divider xyxy=(534,697,772,698)
article-text: Ὡς πρὸς τὰς κατηγορίας αἵτινες διετυπώθησαν διὰ τὸ σύστημα τῶν δελτίων, θὰ παρατηρήσω μόνον ὅτι ἐχρησιμοποιήθη καὶ ὑπὸ τῶν προκατόχων μου, μετὰ τῆς αὐτῆς ἐπιμελείας. xyxy=(282,800,518,861)
article-text: Ἐνώπιον τῆς καταστάσεως ταύτης, ἐσκέφθην ὅτι ἐπεβάλλετο ἡ ἀναδιοργάνωσις, ἡ ὁποία θὰ ἐξησφάλιζε τὴν ἀμεροληψίαν εἰς τὰς προαγωγάς, καὶ ἤρξατο οὕτως ἡ ἐργασία τοῦ 1904, ἡ ὁποία διήρκεσε μέχρι τοῦ Ὀκτωβρίου. xyxy=(282,1064,518,1126)
page-number: 3 xyxy=(1544,82,1560,108)
column-divider xyxy=(1030,132,1031,2262)
article-text: Ὁ Ρισελιέ τὴν κατοπτρίζει, αἰσθάνθη ὅτι ἐξεγείρεται αὐτὸς κατὰ τῆς Καταλωνίας, τοῦ Ρουσσιλιὸν καὶ τῆς Ναβάρρας. xyxy=(788,457,1022,493)
column-2 xyxy=(282,130,518,2270)
society-headline: ΚΟΙΝΩΝΙΚΑ xyxy=(610,821,696,839)
article-text: Ὁ πρίγκηψ Κοντὲ ἦτο ἤδη γνωστὸς ὡς ὁ Μέγας Κονδαῖος, καὶ αἱ νῖκαι του εἶχον ἀντηχήσει ἀπὸ τῆς Ρωκρουὰ μέχρι τοῦ Λένς. xyxy=(788,605,1022,642)
divider xyxy=(1040,282,1560,283)
article-text: Ὁ Ἀρρίκος ὁ ἔμελλε κατὰ πᾶσαν πιθανότητα, ν᾽ ἐξέλθῃ εἰς τὴν ἱστορίαν ὡς ὁ πρῶτος εὐγενὴς ποιητὴς τῆς Γερμανίας. xyxy=(788,972,1022,1009)
troubles-subheadline: ΤΗΣ ΒΟΥΛΓΑΡΙΑΣ ΚΑΙ ΑΝΑΤΟΛΙΚΗΣ ΡΩΜΥΛΙΑΣ xyxy=(1108,902,1492,922)
column-3 xyxy=(534,130,772,2270)
theatre-listing: ΝΕΑ ΣΚΗΝΗ— «Ἡ ἀπαγόρευσις» παρὰ ὄργιος τοῦ διεθνῶς κ. Σεριάνου. xyxy=(534,566,772,591)
article-text: Μεταξὺ τούτων ἦσαν δύο ἀξιωματικοὶ τοῦ πυροβολικοῦ καὶ αἱ ἐπιστολαὶ αὐτῶν, ἐκ τῶν ὁποίων μοὶ ἦτο εὔκολον νὰ γνωρίσω τὰς ἐνεργείας καὶ τὰς ἀπόψεις των. xyxy=(282,334,518,383)
official-announcements-headline: ΕΠΙΣΗΜΟΙ ΑΝΑΚΟΙΝΩΣΕΙΣ xyxy=(1185,218,1415,239)
article-text: Εἶχε γεννηθῆ εἰς τὰς Ἀθήνας τῷ 1617 ὑπὸ τῆς Ὀρλεάνης Μαρίας, βασιλίσσης, καὶ ἐξ ἐκείνης τῆς ἐποχῆς ἐφάνη προωρισμένος εἰς μεγάλας τύχας. xyxy=(788,498,1022,547)
article-text: Ἡ ἀνάγκη τῆς Κυβερνήσεως νὰ ἀρχίσῃ ἐπισήμως τὰς διαπραγματεύσεις περὶ τοῦ συνομολογηθέντος δανείου. xyxy=(1307,629,1560,666)
article-text: Ἀλλὰ δὲν ἠμπόρουν νὰ ἀποδεχθῶ ὡς ἀποδεικτικὰ στοιχεῖα τὰς ἀνωνύμους καταγγελίας, αἵτινες μοῦ ἐστέλλοντο καθ᾽ ἑκάστην ἀπὸ πάσης γωνίας τῆς Γαλλίας. xyxy=(282,680,518,729)
